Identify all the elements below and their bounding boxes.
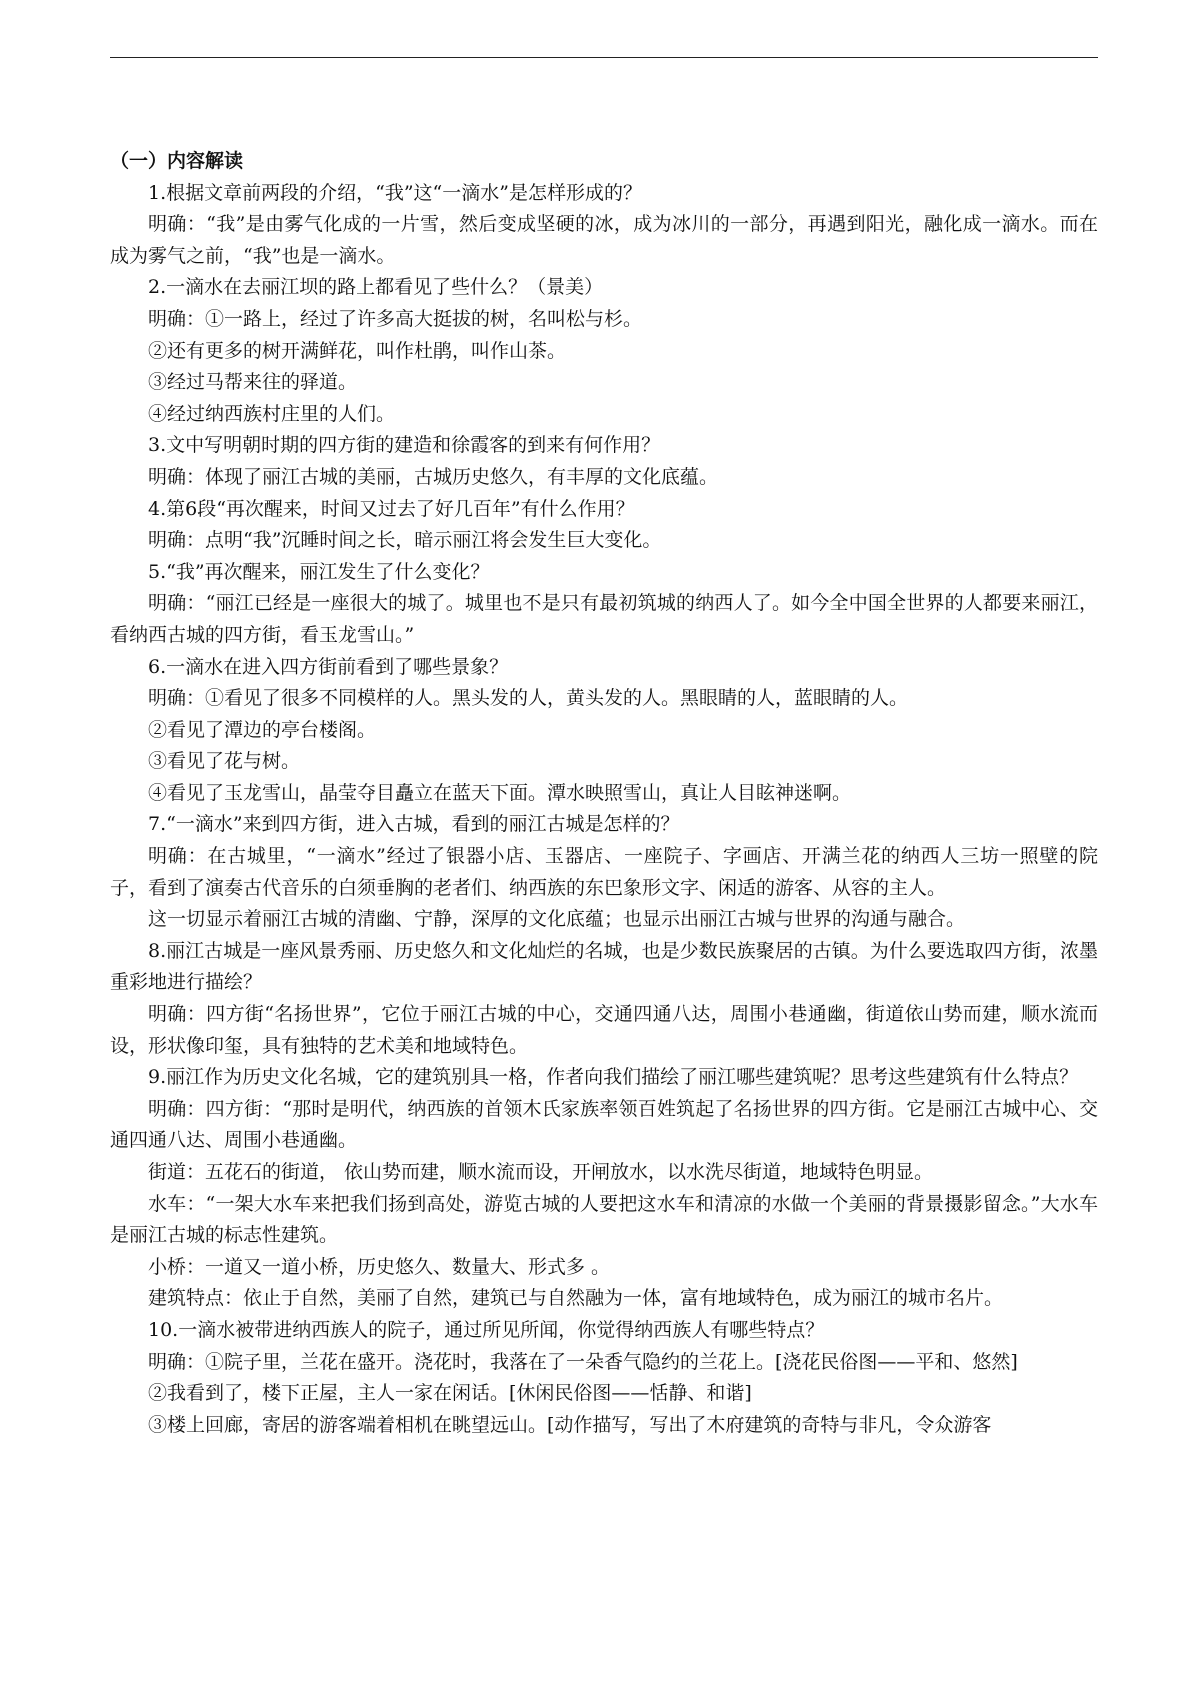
paragraph: ②我看到了，楼下正屋，主人一家在闲话。[休闲民俗图——恬静、和谐] (148, 1382, 752, 1405)
paragraph: ③看见了花与树。 (148, 750, 301, 773)
paragraph: ③经过马帮来往的驿道。 (148, 371, 358, 394)
paragraph: 10.一滴水被带进纳西族人的院子，通过所见所闻，你觉得纳西族人有哪些特点？ (148, 1318, 825, 1341)
paragraph: ④看见了玉龙雪山，晶莹夺目矗立在蓝天下面。潭水映照雪山，真让人目眩神迷啊。 (148, 781, 852, 804)
paragraph: 5.“我”再次醒来，丽江发生了什么变化？ (148, 560, 490, 583)
paragraph: 明确：体现了丽江古城的美丽，古城历史悠久，有丰厚的文化底蕴。 (148, 465, 719, 488)
paragraph: 小桥：一道又一道小桥，历史悠久、数量大、形式多 。 (148, 1255, 611, 1278)
paragraph: 3.文中写明朝时期的四方街的建造和徐霞客的到来有何作用？ (148, 434, 661, 457)
paragraph: ②看见了潭边的亭台楼阁。 (148, 718, 377, 741)
paragraph: 4.第6段“再次醒来，时间又过去了好几百年”有什么作用？ (148, 497, 635, 520)
paragraph: 水车：“一架大水车来把我们扬到高处，游览古城的人要把这水车和清凉的水做一个美丽的背景摄影留念。”大水车是丽江古城的标志性建筑。 (110, 1192, 1098, 1247)
paragraph: 建筑特点：依止于自然，美丽了自然，建筑已与自然融为一体，富有地域特色，成为丽江的城市名片。 (148, 1287, 1004, 1310)
paragraph: 6.一滴水在进入四方街前看到了哪些景象？ (148, 655, 509, 678)
paragraph: 1.根据文章前两段的介绍，“我”这“一滴水”是怎样形成的？ (148, 181, 642, 204)
paragraph: 明确：“我”是由雾气化成的一片雪，然后变成坚硬的冰，成为冰川的一部分，再遇到阳光，融化成一滴水。而在成为雾气之前，“我”也是一滴水。 (110, 213, 1098, 267)
paragraph: ③楼上回廊，寄居的游客端着相机在眺望远山。[动作描写，写出了木府建筑的奇特与非凡，令众游客 (148, 1413, 992, 1436)
paragraph: 2.一滴水在去丽江坝的路上都看见了些什么？（景美） (148, 276, 604, 299)
paragraph: 街道：五花石的街道， 依山势而建，顺水流而设，开闸放水，以水洗尽街道，地域特色明显。 (148, 1161, 934, 1183)
paragraph-list (110, 178, 1098, 1442)
paragraph: ④经过纳西族村庄里的人们。 (148, 402, 396, 425)
document-body (110, 146, 1098, 1441)
header-rule (110, 57, 1098, 58)
paragraph: ②还有更多的树开满鲜花，叫作杜鹃，叫作山茶。 (148, 339, 567, 362)
paragraph: 这一切显示着丽江古城的清幽、宁静，深厚的文化底蕴；也显示出丽江古城与世界的沟通与融合。 (148, 908, 966, 931)
paragraph: 7.“一滴水”来到四方街，进入古城，看到的丽江古城是怎样的？ (148, 813, 680, 836)
paragraph: 明确：在古城里，“一滴水”经过了银器小店、玉器店、一座院子、字画店、开满兰花的纳西人三坊一照壁的院子，看到了演奏古代音乐的白须垂胸的老者们、纳西族的东巴象形文字、闲适的游客、从容的主人。 (110, 845, 1098, 899)
paragraph: 明确：①一路上，经过了许多高大挺拔的树，名叫松与杉。 (148, 307, 643, 330)
paragraph: 明确：①院子里，兰花在盛开。浇花时，我落在了一朵香气隐约的兰花上。[浇花民俗图——平和、悠然] (148, 1350, 1018, 1373)
paragraph: 8.丽江古城是一座风景秀丽、历史悠久和文化灿烂的名城，也是少数民族聚居的古镇。为什么要选取四方街，浓墨重彩地进行描绘？ (110, 939, 1098, 994)
section-heading: （一）内容解读 (110, 150, 244, 172)
paragraph: 明确：四方街“名扬世界”，它位于丽江古城的中心，交通四通八达，周围小巷通幽，街道依山势而建，顺水流而设，形状像印玺，具有独特的艺术美和地域特色。 (110, 1003, 1098, 1057)
paragraph: 9.丽江作为历史文化名城，它的建筑别具一格，作者向我们描绘了丽江哪些建筑呢？思考这些建筑有什么特点？ (148, 1066, 1079, 1089)
paragraph: 明确：四方街：“那时是明代，纳西族的首领木氏家族率领百姓筑起了名扬世界的四方街。它是丽江古城中心、交通四通八达、周围小巷通幽。 (110, 1097, 1098, 1152)
paragraph: 明确：①看见了很多不同模样的人。黑头发的人，黄头发的人。黑眼睛的人，蓝眼睛的人。 (148, 687, 909, 710)
paragraph: 明确：“丽江已经是一座很大的城了。城里也不是只有最初筑城的纳西人了。如今全中国全世界的人都要来丽江，看纳西古城的四方街，看玉龙雪山。” (110, 592, 1098, 646)
paragraph: 明确：点明“我”沉睡时间之长，暗示丽江将会发生巨大变化。 (148, 529, 662, 552)
